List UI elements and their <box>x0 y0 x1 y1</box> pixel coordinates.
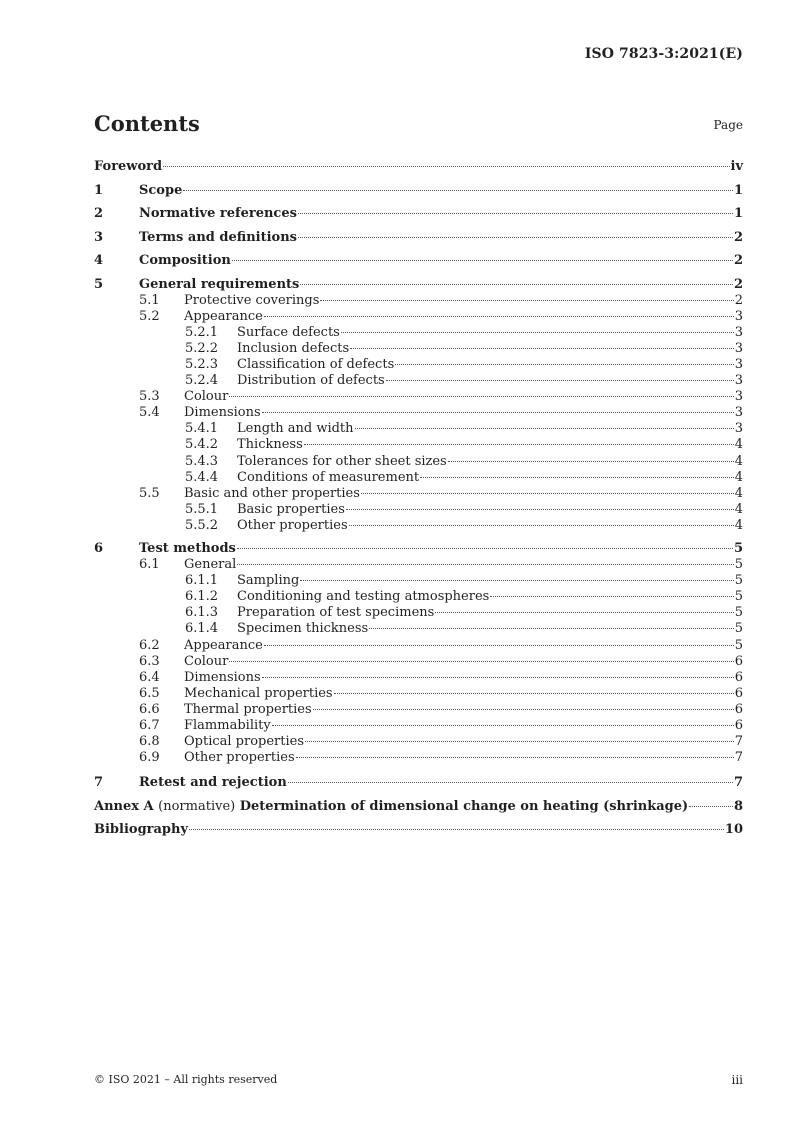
toc-entry-6-2[interactable] <box>94 638 743 654</box>
toc-entry-4[interactable] <box>94 249 743 273</box>
toc-entry-5-4-2[interactable] <box>94 437 743 453</box>
toc-entry-title: General <box>184 557 237 573</box>
toc-entry-number: 6.1.2 <box>185 589 219 605</box>
page-number: iii <box>731 1073 743 1087</box>
toc-entry-title: Tolerances for other sheet sizes <box>237 453 447 469</box>
dot-leader <box>334 693 734 694</box>
toc-entry-5-5[interactable] <box>94 486 743 502</box>
toc-entry-title: Other properties <box>237 517 348 533</box>
toc-entry-title: Thermal properties <box>184 701 312 717</box>
toc-entry-title: Optical properties <box>184 734 305 750</box>
dot-leader <box>313 709 734 710</box>
toc-entry-number: 5.2.4 <box>185 373 219 389</box>
toc-entry-page: 1 <box>733 206 743 221</box>
toc-entry-title: Basic properties <box>237 501 345 517</box>
toc-entry-page: 3 <box>734 340 743 356</box>
toc-entry-number: 5.4.1 <box>185 421 219 437</box>
toc-entry-5-5-2[interactable] <box>94 518 743 534</box>
dot-leader <box>304 444 734 445</box>
toc-entry-6-4[interactable] <box>94 670 743 686</box>
toc-entry-page: 5 <box>734 637 743 653</box>
toc-entry-title: Terms and definitions <box>139 229 297 245</box>
toc-entry-5-4-3[interactable] <box>94 454 743 470</box>
toc-entry-title: Preparation of test specimens <box>237 605 435 621</box>
toc-entry-number: 5.3 <box>139 389 160 405</box>
dot-leader <box>296 757 734 758</box>
toc-entry-page: 7 <box>733 775 743 791</box>
toc-entry-title: Foreword <box>94 159 163 174</box>
toc-entry-2[interactable] <box>94 202 743 226</box>
toc-entry-number: 4 <box>94 253 104 268</box>
dot-leader <box>346 509 734 510</box>
toc-entry-number: 5.4.3 <box>185 453 219 469</box>
toc-entry-number: 5.2.1 <box>185 324 219 340</box>
toc-entry-6-7[interactable] <box>94 718 743 734</box>
toc-entry-number: 6.9 <box>139 750 160 766</box>
toc-entry-page: 7 <box>734 734 743 750</box>
annex-label: Annex A <box>94 798 154 814</box>
toc-entry-number: 6.7 <box>139 718 160 734</box>
toc-entry-page: 3 <box>734 405 743 421</box>
toc-entry-6-1-2[interactable] <box>94 589 743 605</box>
toc-entry-number: 6.1.4 <box>185 621 219 637</box>
toc-entry-title: Colour <box>184 389 229 405</box>
toc-entry-number: 6.1 <box>139 557 160 573</box>
toc-entry-title: Inclusion defects <box>237 340 350 356</box>
toc-entry-title: Bibliography <box>94 822 189 838</box>
toc-entry-6-3[interactable] <box>94 654 743 670</box>
toc-entry-number: 5 <box>94 276 104 292</box>
page-column-label: Page <box>713 118 743 132</box>
toc-entry-number: 5.5.2 <box>185 517 219 533</box>
toc-entry-page: 3 <box>734 308 743 324</box>
toc-entry-title: Conditioning and testing atmospheres <box>237 589 490 605</box>
toc-entry-page: 6 <box>734 718 743 734</box>
toc-entry-page: 3 <box>734 421 743 437</box>
dot-leader <box>264 645 734 646</box>
toc-entry-annex-a[interactable] <box>94 795 743 819</box>
toc-entry-title: Sampling <box>237 573 300 589</box>
toc-entry-page: 5 <box>734 621 743 637</box>
toc-entry-bibliography[interactable] <box>94 818 743 842</box>
dot-leader <box>305 741 734 742</box>
toc-entry-title: Appearance <box>184 308 263 324</box>
dot-leader <box>349 525 734 526</box>
toc-entry-page: 3 <box>734 389 743 405</box>
dot-leader <box>395 364 733 365</box>
dot-leader <box>298 237 733 238</box>
toc-entry-title: Dimensions <box>184 405 261 421</box>
annex-title: Determination of dimensional change on heating (shrinkage) <box>239 798 689 814</box>
toc-entry-title: Thickness <box>237 437 303 453</box>
toc-entry-page: 10 <box>724 822 743 838</box>
toc-entry-title: Dimensions <box>184 669 261 685</box>
dot-leader <box>350 348 734 349</box>
dot-leader <box>264 316 734 317</box>
toc-entry-5-2-1[interactable] <box>94 325 743 341</box>
toc-entry-number: 5.5.1 <box>185 501 219 517</box>
toc-entry-page: 5 <box>734 605 743 621</box>
dot-leader <box>262 412 734 413</box>
toc-entry-page: 4 <box>734 453 743 469</box>
dot-leader <box>229 396 733 397</box>
dot-leader <box>355 428 734 429</box>
toc-entry-number: 7 <box>94 775 104 791</box>
toc-entry-number: 6.8 <box>139 734 160 750</box>
toc-entry-number: 3 <box>94 229 104 245</box>
table-of-contents <box>94 155 743 842</box>
toc-entry-5-1[interactable] <box>94 293 743 309</box>
toc-entry-page: 4 <box>734 485 743 501</box>
toc-entry-page: 4 <box>734 517 743 533</box>
toc-entry-title: Scope <box>139 182 183 198</box>
toc-entry-number: 5.2.3 <box>185 356 219 372</box>
dot-leader <box>298 213 733 214</box>
toc-entry-3[interactable] <box>94 226 743 250</box>
dot-leader <box>272 725 734 726</box>
dot-leader <box>320 300 733 301</box>
toc-entry-page: 5 <box>733 541 743 556</box>
dot-leader <box>163 166 729 167</box>
dot-leader <box>369 628 734 629</box>
toc-entry-page: 5 <box>734 557 743 573</box>
toc-entry-number: 2 <box>94 206 104 221</box>
toc-entry-6-5[interactable] <box>94 686 743 702</box>
dot-leader <box>229 661 733 662</box>
toc-entry-number: 5.2 <box>139 308 160 324</box>
toc-entry-foreword[interactable] <box>94 155 743 179</box>
toc-entry-number: 6.2 <box>139 637 160 653</box>
toc-entry-page: 2 <box>733 276 743 292</box>
toc-entry-number: 5.5 <box>139 485 160 501</box>
dot-leader <box>183 190 733 191</box>
toc-entry-page: 3 <box>734 324 743 340</box>
toc-entry-page: 2 <box>733 253 743 268</box>
toc-entry-5[interactable] <box>94 277 743 293</box>
toc-entry-5-4-1[interactable] <box>94 421 743 437</box>
toc-entry-6-6[interactable] <box>94 702 743 718</box>
toc-entry-number: 5.4.4 <box>185 469 219 485</box>
toc-entry-title: Appearance <box>184 637 263 653</box>
toc-entry-title: Specimen thickness <box>237 621 369 637</box>
dot-leader <box>300 580 733 581</box>
dot-leader <box>435 612 733 613</box>
dot-leader <box>361 493 734 494</box>
dot-leader <box>300 284 733 285</box>
copyright-notice: © ISO 2021 – All rights reserved <box>94 1073 278 1086</box>
annex-type: (normative) <box>158 798 236 814</box>
toc-entry-number: 5.4.2 <box>185 437 219 453</box>
toc-entry-page: 3 <box>734 373 743 389</box>
toc-entry-6-1-4[interactable] <box>94 621 743 637</box>
dot-leader <box>288 782 733 783</box>
toc-entry-title: Other properties <box>184 750 295 766</box>
toc-entry-title: Surface defects <box>237 324 340 340</box>
toc-entry-title <box>94 795 688 819</box>
toc-entry-number: 6 <box>94 541 104 556</box>
toc-entry-title: Length and width <box>237 421 354 437</box>
toc-entry-page: 6 <box>734 669 743 685</box>
toc-entry-6-1[interactable] <box>94 557 743 573</box>
toc-entry-title: Test methods <box>139 541 236 556</box>
dot-leader <box>262 677 734 678</box>
toc-entry-title: Conditions of measurement <box>237 469 420 485</box>
toc-entry-number: 1 <box>94 182 104 198</box>
toc-entry-5-2-3[interactable] <box>94 357 743 373</box>
toc-entry-title: Colour <box>184 653 229 669</box>
toc-entry-number: 6.6 <box>139 701 160 717</box>
toc-entry-title: Classification of defects <box>237 356 395 372</box>
toc-entry-6-9[interactable] <box>94 750 743 766</box>
toc-entry-page: 8 <box>733 798 743 814</box>
toc-entry-page: 2 <box>733 229 743 245</box>
toc-entry-page: 6 <box>734 685 743 701</box>
toc-entry-6[interactable] <box>94 541 743 557</box>
toc-entry-title: Normative references <box>139 206 297 221</box>
toc-entry-page: 6 <box>734 653 743 669</box>
toc-entry-number: 6.1.3 <box>185 605 219 621</box>
toc-entry-title: Composition <box>139 253 231 268</box>
toc-entry-page: 3 <box>734 356 743 372</box>
dot-leader <box>490 596 733 597</box>
toc-entry-page: 2 <box>734 292 743 308</box>
page-title: Contents <box>94 111 200 136</box>
toc-entry-6-1-1[interactable] <box>94 573 743 589</box>
toc-entry-6-1-3[interactable] <box>94 605 743 621</box>
toc-entry-page: 6 <box>734 701 743 717</box>
toc-entry-title: Distribution of defects <box>237 373 385 389</box>
toc-entry-title: General requirements <box>139 276 300 292</box>
toc-entry-number: 5.1 <box>139 292 160 308</box>
toc-entry-5-2-4[interactable] <box>94 373 743 389</box>
toc-entry-5-3[interactable] <box>94 389 743 405</box>
toc-entry-5-4-4[interactable] <box>94 470 743 486</box>
toc-entry-page: 5 <box>734 589 743 605</box>
toc-entry-page: 1 <box>733 182 743 198</box>
toc-entry-5-2[interactable] <box>94 309 743 325</box>
toc-entry-1[interactable] <box>94 179 743 203</box>
dot-leader <box>448 461 734 462</box>
toc-entry-number: 6.5 <box>139 685 160 701</box>
toc-entry-page: 7 <box>734 750 743 766</box>
dot-leader <box>341 332 734 333</box>
toc-entry-page: iv <box>730 159 743 174</box>
dot-leader <box>237 548 733 549</box>
toc-entry-page: 4 <box>734 469 743 485</box>
toc-entry-page: 5 <box>734 573 743 589</box>
toc-entry-title: Flammability <box>184 718 271 734</box>
toc-entry-title: Retest and rejection <box>139 775 287 791</box>
document-id: ISO 7823-3:2021(E) <box>584 46 743 62</box>
toc-entry-5-2-2[interactable] <box>94 341 743 357</box>
dot-leader <box>189 829 724 830</box>
toc-entry-title: Mechanical properties <box>184 685 333 701</box>
toc-entry-title: Protective coverings <box>184 292 320 308</box>
dot-leader <box>689 806 733 807</box>
toc-entry-title: Basic and other properties <box>184 485 360 501</box>
toc-entry-number: 6.3 <box>139 653 160 669</box>
dot-leader <box>386 380 734 381</box>
dot-leader <box>232 260 733 261</box>
toc-entry-number: 6.4 <box>139 669 160 685</box>
toc-entry-6-8[interactable] <box>94 734 743 750</box>
toc-entry-5-4[interactable] <box>94 405 743 421</box>
toc-entry-7[interactable] <box>94 771 743 795</box>
dot-leader <box>237 564 733 565</box>
toc-entry-number: 5.4 <box>139 405 160 421</box>
toc-entry-page: 4 <box>734 437 743 453</box>
dot-leader <box>420 477 734 478</box>
toc-entry-page: 4 <box>734 501 743 517</box>
toc-entry-number: 5.2.2 <box>185 340 219 356</box>
toc-entry-number: 6.1.1 <box>185 573 219 589</box>
toc-entry-5-5-1[interactable] <box>94 502 743 518</box>
